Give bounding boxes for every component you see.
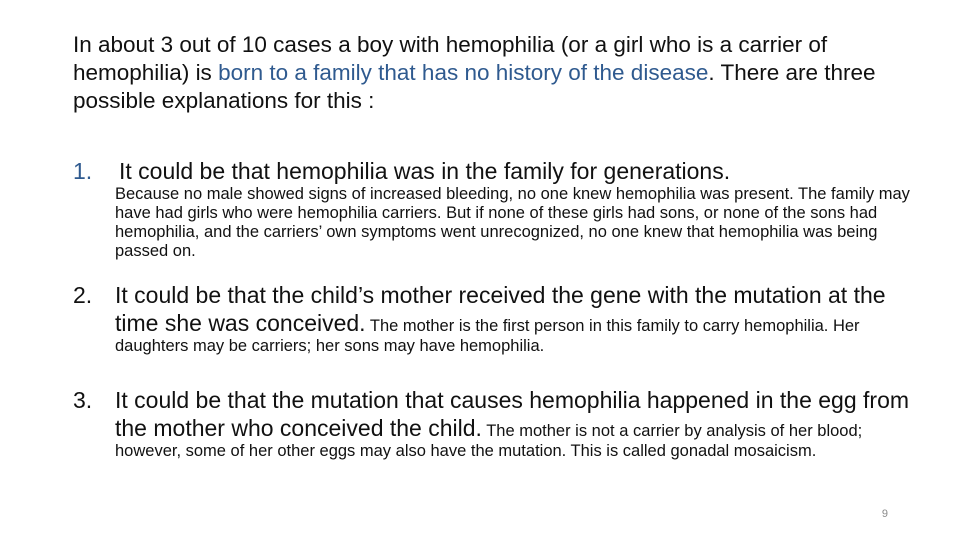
- list-item-2: [73, 281, 913, 356]
- intro-paragraph: [73, 31, 893, 115]
- list-detail-1: Because no male showed signs of increased bleeding, no one knew hemophilia was present. The family may have had girls who were hemophilia carriers. But if none of these girls had sons, or none of the sons had hemophilia, and the carriers’ own symptoms went unrecognized, no one knew that hemophilia was being passed on.: [115, 185, 910, 260]
- list-heading-1: It could be that hemophilia was in the family for generations.: [119, 158, 731, 184]
- intro-highlight: born to a family that has no history of the disease: [218, 60, 709, 85]
- list-number-3: 3.: [73, 387, 93, 413]
- page-number: 9: [881, 508, 888, 520]
- list-heading-3: It could be that the mutation that causes hemophilia happened in the egg from the mother who conceived the child.: [115, 387, 910, 441]
- list-detail-2: The mother is the first person in this family to carry hemophilia. Her daughters may be carriers; her sons may have hemophilia.: [115, 317, 860, 355]
- list-heading-2: It could be that the child’s mother received the gene with the mutation at the time she was conceived.: [115, 282, 886, 336]
- list-detail-3: The mother is not a carrier by analysis of her blood; however, some of her other eggs may also have the mutation. This is called gonadal mosaicism.: [115, 422, 863, 460]
- intro-text-end: . There are three possible explanations for this :: [73, 60, 876, 113]
- list-item-1: [73, 157, 913, 261]
- list-item-3: [73, 386, 913, 461]
- list-number-2: 2.: [73, 282, 93, 308]
- list-number-1: 1.: [73, 158, 93, 184]
- intro-text-start: In about 3 out of 10 cases a boy with hemophilia (or a girl who is a carrier of hemophilia) is: [73, 32, 828, 85]
